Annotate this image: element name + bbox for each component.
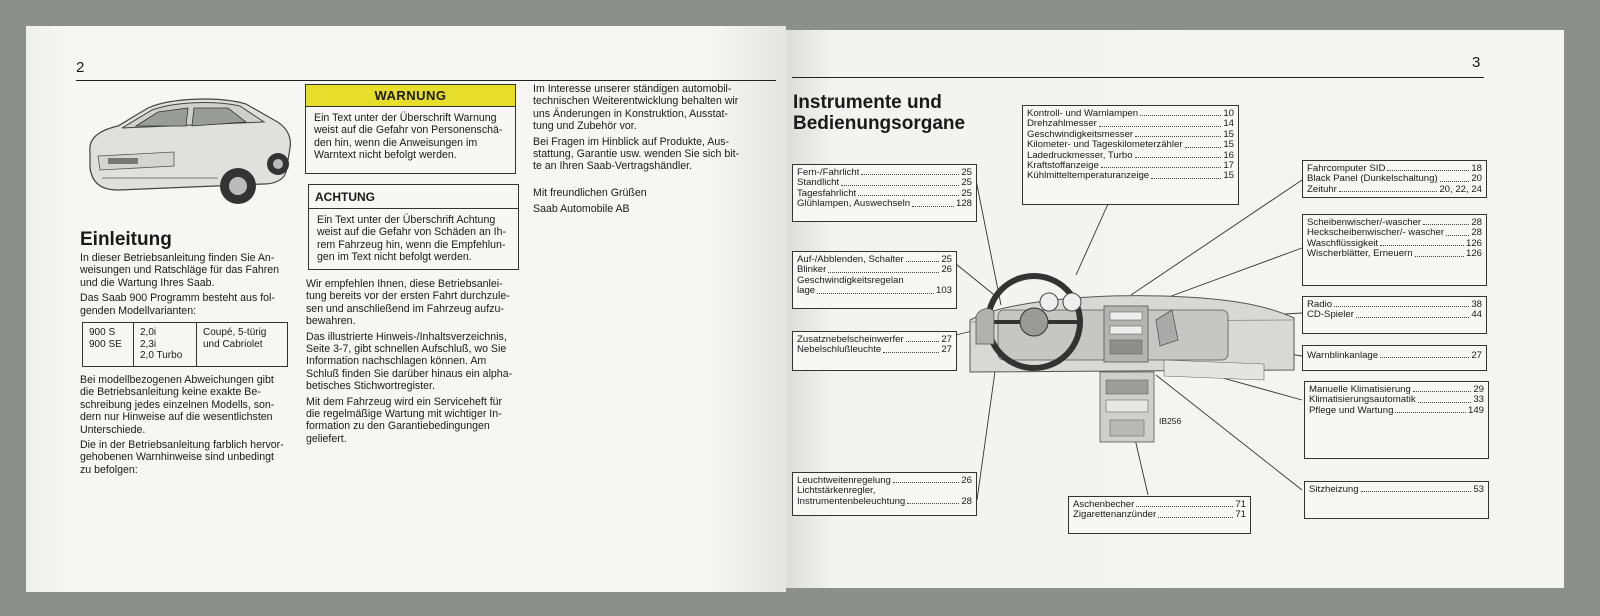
ref-row: Standlicht 25 (797, 177, 972, 189)
intro-text: In dieser Betriebsanleitung finden Sie An- weisungen und Ratschläge für das Fahren und die Wartung Ihres Saab. Das Saab 900 Programm besteht aus fol- genden Modellvarianten: (80, 252, 280, 317)
ref-row: Black Panel (Dunkelschaltung) 20 (1307, 173, 1482, 185)
ref-row: Kilometer- und Tageskilometerzähler 15 (1027, 139, 1234, 151)
model-variants-table (82, 322, 288, 367)
header-rule-left (76, 80, 776, 81)
models-cell: 900 S 900 SE (83, 323, 134, 367)
signature: Saab Automobile AB (533, 203, 630, 216)
ref-row: lage 103 (797, 285, 952, 297)
ref-box-dimming (792, 251, 957, 309)
caution-body: Ein Text unter der Überschrift Achtung weist auf die Gefahr von Schäden an Ih- rem Fahrzeug hin, wenn die Empfehlun- gen im Text nicht befolgt werden. (317, 214, 507, 264)
right-page (786, 30, 1564, 588)
ref-row: Zigarettenanzünder 71 (1073, 509, 1246, 521)
ref-box-radio (1302, 296, 1487, 334)
bodies-cell: Coupé, 5-türig und Cabriolet (197, 323, 288, 367)
ref-row: Pflege und Wartung 149 (1309, 404, 1484, 416)
car-illustration (78, 86, 298, 214)
dashboard-illustration (964, 260, 1300, 450)
warning-body: Ein Text unter der Überschrift Warnung weist auf die Gefahr von Personenschä- den hin, wenn die Anweisungen im Warntext nicht befolgt werden. (314, 112, 503, 162)
ref-box-warning-lamps (1022, 105, 1239, 205)
image-code: IB256 (1159, 416, 1182, 426)
ref-row: Fern-/Fahrlicht 25 (797, 167, 972, 178)
ref-row: Blinker 26 (797, 264, 952, 276)
ref-row: Nebelschlußleuchte 27 (797, 344, 952, 356)
ref-box-range (792, 472, 977, 516)
ref-box-hazard (1302, 345, 1487, 371)
ref-box-seat (1304, 481, 1489, 519)
ref-row: Radio 38 (1307, 299, 1482, 310)
ref-box-wipers (1302, 214, 1487, 286)
engines-cell: 2,0i 2,3i 2,0 Turbo (134, 323, 197, 367)
warning-box (305, 84, 516, 174)
ref-row: Drehzahlmesser 14 (1027, 118, 1234, 130)
ref-row: Klimatisierungsautomatik 33 (1309, 394, 1484, 406)
page-title-instrumente: Instrumente und Bedienungsorgane (793, 92, 966, 134)
ref-box-ashtray (1068, 496, 1251, 534)
ref-row: Zeituhr 20, 22, 24 (1307, 183, 1482, 195)
ref-row: Sitzheizung 53 (1309, 484, 1484, 495)
page-number-left: 2 (76, 59, 85, 76)
ref-row: Tagesfahrlicht 25 (797, 187, 972, 199)
ref-row: Manuelle Klimatisierung 29 (1309, 384, 1484, 395)
ref-row: Leuchtweitenregelung 26 (797, 475, 972, 486)
ref-row: Fahrcomputer SID 18 (1307, 163, 1482, 174)
ref-row: CD-Spieler 44 (1307, 309, 1482, 321)
ref-row: Geschwindigkeitsregelan (797, 275, 904, 286)
ref-row: Geschwindigkeitsmesser 15 (1027, 128, 1234, 140)
left-page (26, 26, 786, 592)
warning-heading: WARNUNG (306, 85, 515, 107)
ref-row: Kühlmitteltemperaturanzeige 15 (1027, 170, 1234, 182)
middle-column-text: Wir empfehlen Ihnen, diese Betriebsanlei- tung bereits vor der ersten Fahrt durchzule- sen und anschließend im Fahrzeug aufzu- bewahren. Das illustrierte Hinweis-/Inhaltsverzeichnis, Seite 3-7, gibt schnellen Aufschluß, wo Sie Information nachschlagen können. Am Schluß finden Sie darüber hinaus ein alpha- betisches Stichwortregister. Mit dem Fahrzeug wird ein Serviceheft für die regelmäßige Wartung mit wichtiger In- formation zu den Garantiebedingungen geliefert. (306, 278, 513, 445)
ref-row: Scheibenwischer/-wascher 28 (1307, 217, 1482, 228)
ref-row: Lichtstärkenregler, (797, 486, 876, 497)
deviations-text: Bei modellbezogenen Abweichungen gibt die Betriebsanleitung keine exakte Be- schreibung jedes einzelnen Modells, son- dern nur Hinweise auf die wesentlichsten Unterschiede. Die in der Betriebsanleitung farblich hervor- gehobenen Warnhinweise sind unbedingt zu befolgen: (80, 374, 284, 476)
ref-row: Wischerblätter, Erneuern 126 (1307, 248, 1482, 260)
page-title-einleitung: Einleitung (80, 229, 172, 250)
ref-row: Instrumentenbeleuchtung 28 (797, 495, 972, 507)
ref-row: Kontroll- und Warnlampen 10 (1027, 108, 1234, 119)
ref-box-fog (792, 331, 957, 371)
ref-row: Kraftstoffanzeige 17 (1027, 160, 1234, 172)
ref-row: Warnblinkanlage 27 (1307, 350, 1482, 361)
ref-row: Glühlampen, Auswechseln 128 (797, 198, 972, 210)
ref-box-climate (1304, 381, 1489, 459)
ref-box-lights (792, 164, 977, 222)
caution-box (308, 184, 519, 270)
ref-row: Waschflüssigkeit 126 (1307, 237, 1482, 249)
page-number-right: 3 (1472, 54, 1481, 71)
right-column-text: Im Interesse unserer ständigen automobil- technischen Weiterentwicklung behalten wir uns Änderungen in Konstruktion, Ausstat- tung und Zubehör vor. Bei Fragen im Hinblick auf Produkte, Aus- stattung, Garantie usw. wenden Sie sich bit- te an Ihren Saab-Vertragshändler. Mit freundlichen Grüßen Saab Automobile AB (533, 83, 763, 219)
ref-row: Auf-/Abblenden, Schalter 25 (797, 254, 952, 265)
greeting: Mit freundlichen Grüßen (533, 186, 647, 199)
ref-box-sid (1302, 160, 1487, 198)
ref-row: Aschenbecher 71 (1073, 499, 1246, 510)
ref-row: Ladedruckmesser, Turbo 16 (1027, 149, 1234, 161)
ref-row: Heckscheibenwischer/- wascher 28 (1307, 227, 1482, 239)
caution-heading: ACHTUNG (309, 185, 518, 209)
ref-row: Zusatznebelscheinwerfer 27 (797, 334, 952, 345)
